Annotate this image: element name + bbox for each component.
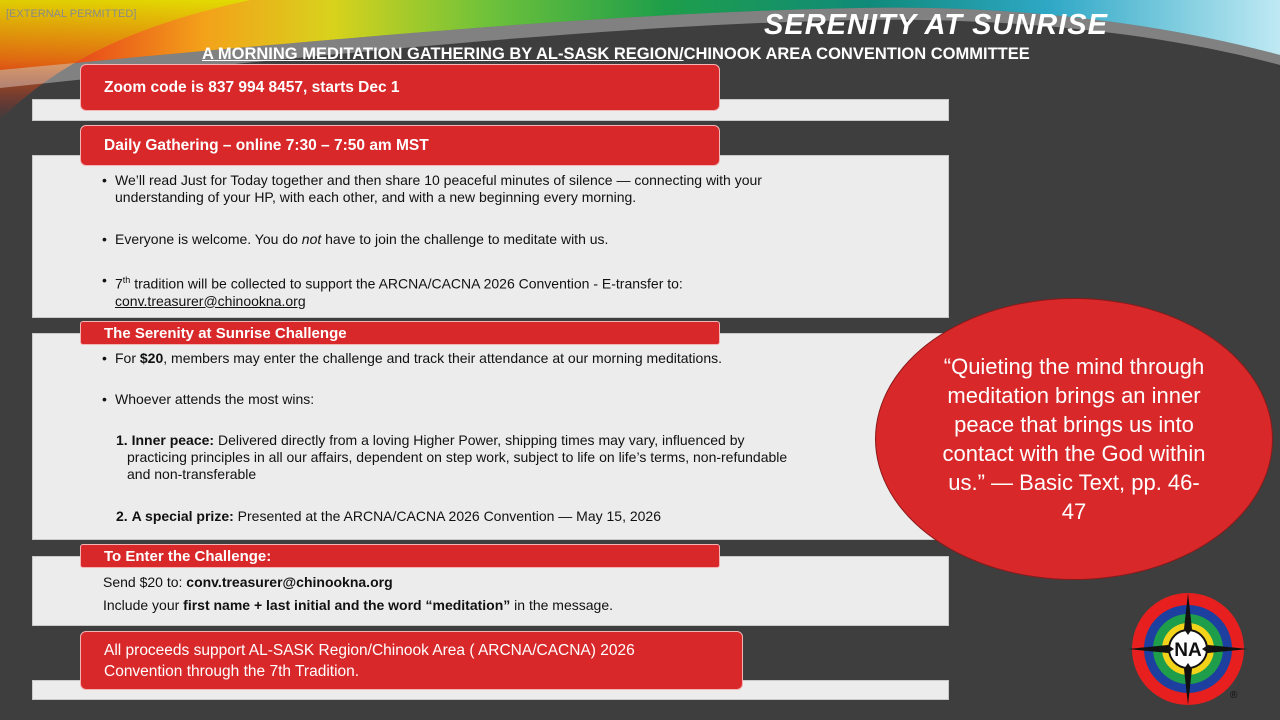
prize-item-1-line2: practicing principles in all our affairs, dependent on step work, subject to life on life’s terms, non-refundable bbox=[127, 449, 788, 465]
enter-line-2-pre: Include your bbox=[103, 597, 184, 613]
page-title: SERENITY AT SUNRISE bbox=[764, 9, 1108, 41]
enter-line-2-post: in the message. bbox=[510, 597, 614, 613]
basic-text-quote bbox=[875, 298, 1273, 580]
prize-item-2-num: 2. bbox=[116, 508, 128, 524]
challenge-bullet-1-post: , members may enter the challenge and track their attendance at our morning meditations. bbox=[163, 350, 722, 366]
enter-challenge-heading: To Enter the Challenge: bbox=[104, 547, 272, 565]
challenge-heading: The Serenity at Sunrise Challenge bbox=[104, 324, 347, 342]
prize-item-2-title: A special prize: bbox=[131, 508, 234, 524]
proceeds-line-2: Convention through the 7th Tradition. bbox=[104, 662, 360, 680]
daily-bullet-2-pre: Everyone is welcome. You do bbox=[115, 231, 302, 247]
prize-item-1-title: Inner peace: bbox=[131, 432, 215, 448]
daily-bullet-2-post: have to join the challenge to meditate with us. bbox=[321, 231, 609, 247]
treasurer-email-link[interactable]: conv.treasurer@chinookna.org bbox=[115, 292, 306, 309]
challenge-bullet-1: • For $20, members may enter the challenge and track their attendance at our morning meditations. bbox=[102, 350, 722, 366]
proceeds-banner bbox=[80, 631, 743, 690]
enter-line-2-bold: first name + last initial and the word “meditation” bbox=[183, 597, 511, 613]
na-logo-letters: NA bbox=[1174, 640, 1202, 661]
daily-bullet-3: • 7th tradition will be collected to support the ARCNA/CACNA 2026 Convention - E-transfer to: conv.treasurer@chinookna.org bbox=[102, 272, 683, 309]
registered-mark: ® bbox=[1230, 690, 1238, 701]
challenge-bullet-2: • Whoever attends the most wins: bbox=[102, 391, 862, 408]
prize-item-2-text: Presented at the ARCNA/CACNA 2026 Convention — May 15, 2026 bbox=[233, 508, 662, 524]
challenge-bullet-2-text: Whoever attends the most wins: bbox=[115, 391, 315, 407]
daily-bullet-1-line2: understanding of your HP, with each other, and with a new beginning every morning. bbox=[115, 189, 637, 205]
challenge-header bbox=[80, 321, 720, 345]
subtitle-part1: A MORNING MEDITATION GATHERING BY AL-SASK REGION/ bbox=[202, 45, 684, 63]
subtitle-part2: CHINOOK AREA CONVENTION COMMITTEE bbox=[683, 45, 1030, 63]
enter-challenge-header bbox=[80, 544, 720, 568]
prize-item-2 bbox=[116, 508, 886, 525]
enter-line-2 bbox=[103, 597, 613, 614]
enter-line-1 bbox=[103, 574, 393, 591]
daily-bullet-3-sup: th bbox=[122, 275, 131, 285]
daily-bullet-1: • We’ll read Just for Today together and then share 10 peaceful minutes of silence — connecting with your understanding of your HP, with each other, and with a new beginning every morning. bbox=[102, 172, 762, 205]
daily-bullet-1-line1: We’ll read Just for Today together and then share 10 peaceful minutes of silence — connecting with your bbox=[115, 172, 762, 188]
daily-bullet-3-text: tradition will be collected to support the ARCNA/CACNA 2026 Convention - E-transfer to: bbox=[130, 275, 683, 292]
na-logo-icon bbox=[1128, 593, 1248, 705]
prize-item-1-line3: and non-transferable bbox=[127, 466, 257, 482]
daily-bullet-3-num: 7 bbox=[115, 275, 123, 292]
enter-line-1-pre: Send $20 to: bbox=[103, 574, 187, 590]
prize-item-1-num: 1. bbox=[116, 432, 128, 448]
quote-text: “Quieting the mind through meditation brings an inner peace that brings us into contact with the God within us.” — Basic Text, pp. 46-47 bbox=[942, 354, 1206, 524]
external-permitted-tag: [EXTERNAL PERMITTED] bbox=[6, 8, 137, 20]
prize-item-1 bbox=[116, 432, 886, 483]
daily-bullet-2-emphasis: not bbox=[301, 231, 322, 247]
daily-gathering-heading: Daily Gathering – online 7:30 – 7:50 am MST bbox=[104, 136, 429, 154]
page-subtitle bbox=[202, 45, 1030, 64]
zoom-code-banner bbox=[80, 64, 720, 111]
daily-bullet-2: • Everyone is welcome. You do not have to join the challenge to meditate with us. bbox=[102, 231, 609, 247]
daily-gathering-header bbox=[80, 125, 720, 166]
proceeds-line-1: All proceeds support AL-SASK Region/Chinook Area ( ARCNA/CACNA) 2026 bbox=[104, 641, 635, 659]
challenge-fee: $20 bbox=[139, 350, 164, 366]
enter-email[interactable]: conv.treasurer@chinookna.org bbox=[186, 574, 393, 590]
challenge-bullet-1-pre: For bbox=[115, 350, 140, 366]
zoom-code-label: Zoom code is 837 994 8457, starts Dec 1 bbox=[104, 78, 400, 96]
prize-item-1-line1: Delivered directly from a loving Higher Power, shipping times may vary, influenced by bbox=[214, 432, 745, 448]
